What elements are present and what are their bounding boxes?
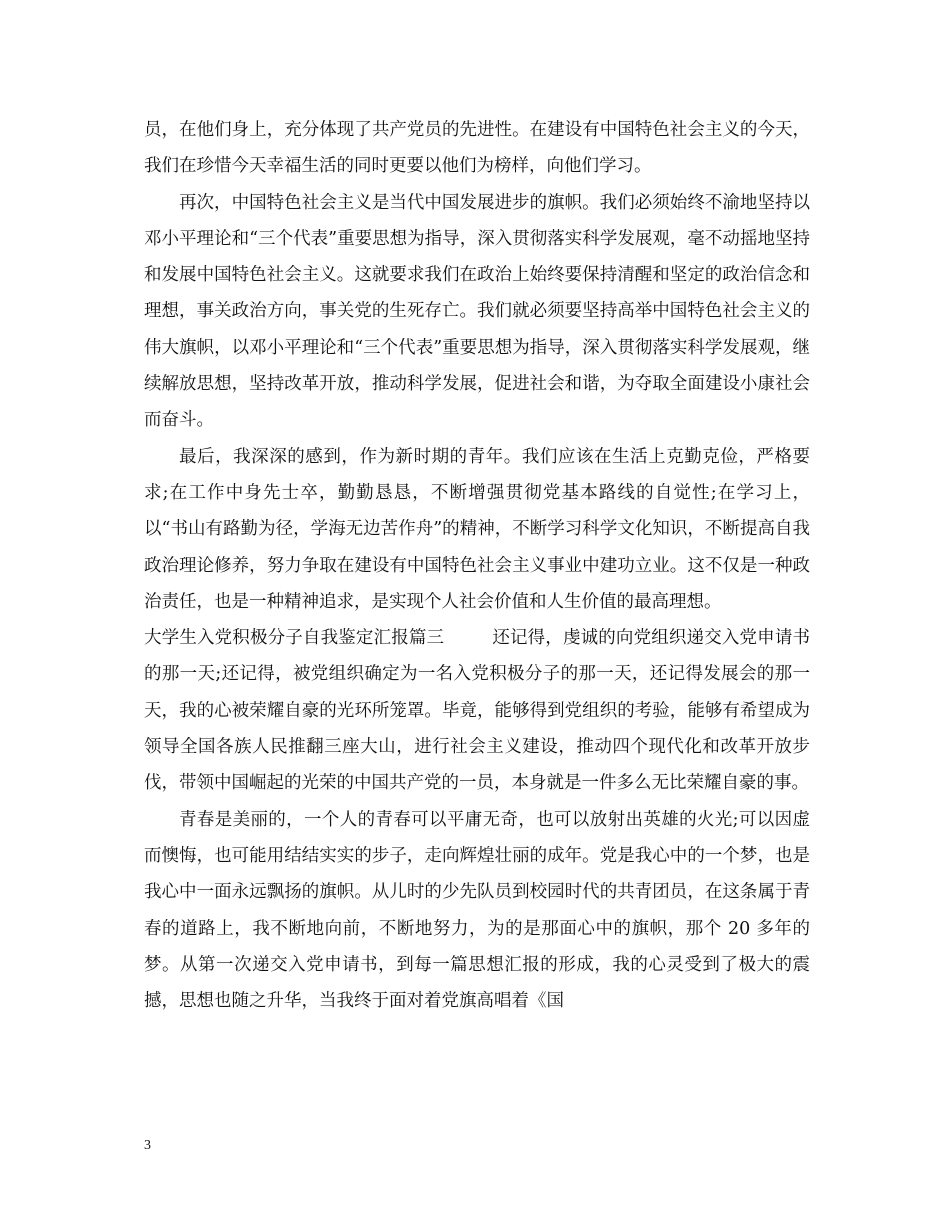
section-first-paragraph: 还记得，虔诚的向党组织递交入党申请书的那一天;还记得，被党组织确定为一名入党积极分子的那一天，还记得发展会的那一天，我的心被荣耀自豪的光环所笼罩。毕竟，能够得到党组织的考验，能够有希望成为领导全国各族人民推翻三座大山，进行社会主义建设，推动四个现代化和改革开放步伐，带领中国崛起的光荣的中国共产党的一员，本身就是一件多么无比荣耀自豪的事。 bbox=[144, 628, 810, 794]
page-number: 3 bbox=[144, 1138, 151, 1153]
paragraph-2: 再次，中国特色社会主义是当代中国发展进步的旗帜。我们必须始终不渝地坚持以邓小平理论和“三个代表”重要思想为指导，深入贯彻落实科学发展观，毫不动摇地坚持和发展中国特色社会主义。这就要求我们在政治上始终要保持清醒和坚定的政治信念和理想，事关政治方向，事关党的生死存亡。我们就必须要坚持高举中国特色社会主义的伟大旗帜，以邓小平理论和“三个代表”重要思想为指导，深入贯彻落实科学发展观，继续解放思想，坚持改革开放，推动科学发展，促进社会和谐，为夺取全面建设小康社会而奋斗。 bbox=[144, 192, 810, 431]
section-heading: 大学生入党积极分子自我鉴定汇报篇三 bbox=[144, 628, 445, 649]
closing-paragraph: 青春是美丽的，一个人的青春可以平庸无奇，也可以放射出英雄的火光;可以因虚而懊悔，也可能用结结实实的步子，走向辉煌壮丽的成年。党是我心中的一个梦，也是我心中一面永远飘扬的旗帜。从儿时的少先队员到校园时代的共青团员，在这条属于青春的道路上，我不断地向前，不断地努力，为的是那面心中的旗帜，那个 20 多年的梦。从第一次递交入党申请书，到每一篇思想汇报的形成，我的心灵受到了极大的震撼，思想也随之升华，当我终于面对着党旗高唱着《国 bbox=[144, 809, 810, 1012]
document-body bbox=[144, 112, 810, 1019]
paragraph-1: 员，在他们身上，充分体现了共产党员的先进性。在建设有中国特色社会主义的今天，我们在珍惜今天幸福生活的同时更要以他们为榜样，向他们学习。 bbox=[144, 120, 810, 177]
section-block bbox=[144, 620, 810, 801]
paragraph-3: 最后，我深深的感到，作为新时期的青年。我们应该在生活上克勤克俭，严格要求;在工作中身先士卒，勤勤恳恳，不断增强贯彻党基本路线的自觉性;在学习上，以“书山有路勤为径，学海无边苦作舟”的精神，不断学习科学文化知识，不断提高自我政治理论修养，努力争取在建设有中国特色社会主义事业中建功立业。这不仅是一种政治责任，也是一种精神追求，是实现个人社会价值和人生价值的最高理想。 bbox=[144, 446, 810, 612]
